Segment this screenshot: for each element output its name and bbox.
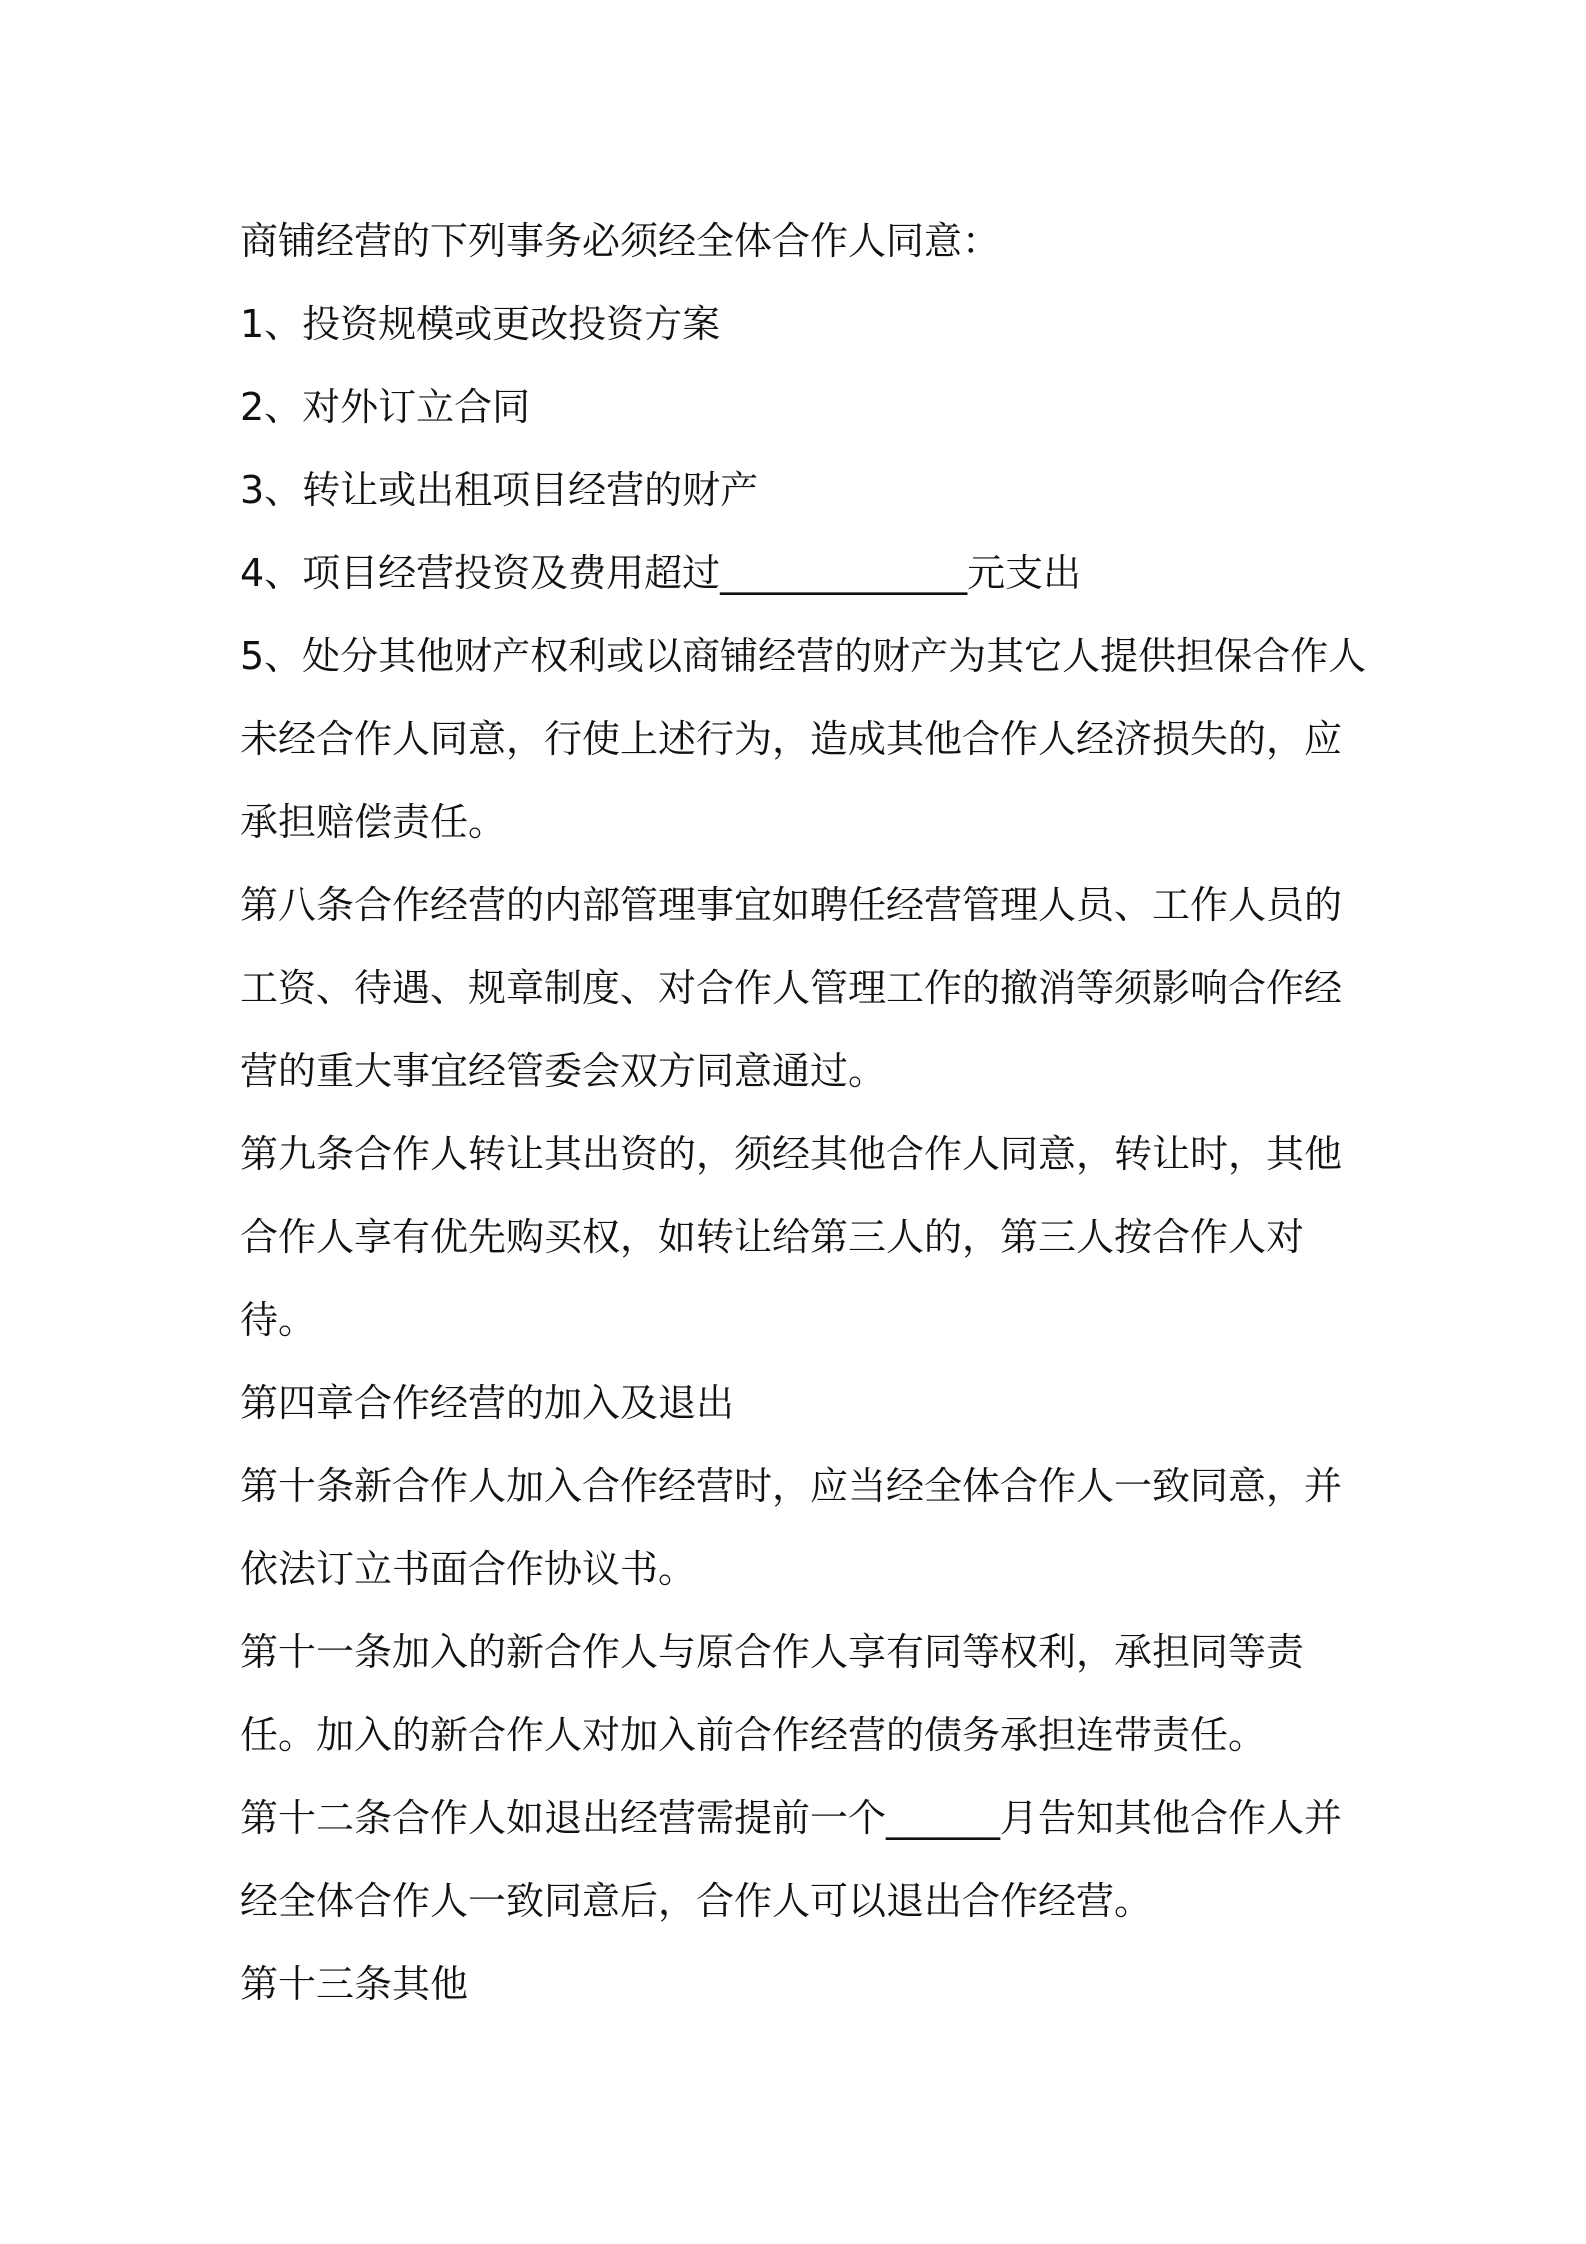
chapter-4-heading: 第四章合作经营的加入及退出 <box>240 1381 735 1425</box>
list-item-4: 4、项目经营投资及费用超过_____________元支出 <box>240 551 1082 595</box>
document-body <box>240 200 1370 2026</box>
article-9: 第九条合作人转让其出资的，须经其他合作人同意，转让时，其他合作人享有优先购买权，如转让给第三人的，第三人按合作人对待。 <box>240 1132 1343 1342</box>
article-12: 第十二条合作人如退出经营需提前一个______月告知其他合作人并经全体合作人一致同意后，合作人可以退出合作经营。 <box>240 1796 1343 1923</box>
list-item-3: 3、转让或出租项目经营的财产 <box>240 468 759 512</box>
article-13: 第十三条其他 <box>240 1962 469 2006</box>
article-10: 第十条新合作人加入合作经营时，应当经全体合作人一致同意，并依法订立书面合作协议书。 <box>240 1464 1343 1591</box>
paragraph-intro: 商铺经营的下列事务必须经全体合作人同意： <box>240 219 1001 263</box>
article-8: 第八条合作经营的内部管理事宜如聘任经营管理人员、工作人员的工资、待遇、规章制度、对合作人管理工作的撤消等须影响合作经营的重大事宜经管委会双方同意通过。 <box>240 883 1343 1093</box>
list-item-5: 5、处分其他财产权利或以商铺经营的财产为其它人提供担保合作人未经合作人同意，行使上述行为，造成其他合作人经济损失的，应承担赔偿责任。 <box>240 634 1367 844</box>
article-11: 第十一条加入的新合作人与原合作人享有同等权利，承担同等责任。加入的新合作人对加入前合作经营的债务承担连带责任。 <box>240 1630 1305 1757</box>
list-item-1: 1、投资规模或更改投资方案 <box>240 302 721 346</box>
list-item-2: 2、对外订立合同 <box>240 385 531 429</box>
